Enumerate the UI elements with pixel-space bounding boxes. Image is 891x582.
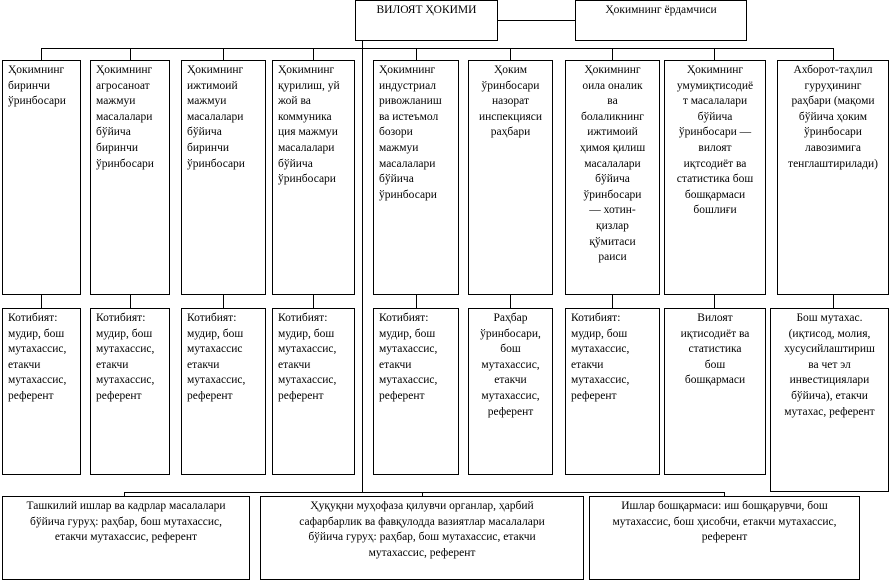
deputy-drop-line <box>130 48 131 60</box>
deputy-secretariat-connector <box>612 294 613 308</box>
secretariat-box: Котибият: мудир, бош мутахассис, етакчи мутахассис, референт <box>373 308 459 475</box>
deputy-drop-line <box>510 48 511 60</box>
assistant-box: Ҳокимнинг ёрдамчиси <box>575 0 747 41</box>
deputy-secretariat-connector <box>313 294 314 308</box>
secretariat-box: Котибият: мудир, бош мутахассис, етакчи мутахассис, референт <box>2 308 81 475</box>
deputy-box: Ҳокимнинг оила оналик ва болаликнинг ижтимоий ҳимоя қилиш масалалари бўйича ўринбосари — хотин- қизлар қўмитаси раиси <box>565 60 660 295</box>
deputy-drop-line <box>833 48 834 60</box>
deputy-box: Ҳокимнинг қурилиш, уй жой ва коммуника ция мажмуи масалалари бўйича ўринбосари <box>272 60 355 295</box>
secretariat-box: Бош мутахас. (иқтисод, молия, хусусийлаштириш ва чет эл инвестициялари бўйича), етакчи мутахас, референт <box>770 308 889 492</box>
deputy-drop-line <box>41 48 42 60</box>
secretariat-box: Вилоят иқтисодиёт ва статистика бош бошқармаси <box>664 308 766 475</box>
deputy-secretariat-connector <box>714 294 715 308</box>
deputy-secretariat-connector <box>833 294 834 308</box>
deputy-box: Ҳокимнинг агросаноат мажмуи масалалари бўйича биринчи ўринбосари <box>90 60 170 295</box>
group-box: Ишлар бошқармаси: иш бошқарувчи, бош мутахассис, бош ҳисобчи, етакчи мутахассис, референт <box>589 496 860 580</box>
deputy-box: Ҳокимнинг ижтимоий мажмуи масалалари бўйича биринчи ўринбосари <box>181 60 266 295</box>
governor-trunk-line <box>362 40 363 492</box>
group-box: Ташкилий ишлар ва кадрлар масалалари бўйича гуруҳ: раҳбар, бош мутахассис, етакчи мутахассис, референт <box>2 496 250 580</box>
governor-box: ВИЛОЯТ ҲОКИМИ <box>355 0 498 41</box>
deputy-secretariat-connector <box>510 294 511 308</box>
secretariat-box: Котибият: мудир, бош мутахассис, етакчи мутахассис, референт <box>272 308 355 475</box>
deputy-drop-line <box>612 48 613 60</box>
deputy-drop-line <box>714 48 715 60</box>
secretariat-box: Котибият: мудир, бош мутахассис, етакчи мутахассис, референт <box>565 308 660 475</box>
groups-bus-line <box>124 492 725 493</box>
secretariat-box: Котибият: мудир, бош мутахассис, етакчи мутахассис, референт <box>90 308 170 475</box>
deputy-secretariat-connector <box>223 294 224 308</box>
deputy-drop-line <box>313 48 314 60</box>
group-box: Ҳуқуқни муҳофаза қилувчи органлар, ҳарбий сафарбарлик ва фавқулодда вазиятлар масалалари бўйича гуруҳ: раҳбар, бош мутахассис, етакчи мутахассис, референт <box>260 496 584 580</box>
deputy-box: Ахборот-таҳлил гуруҳининг раҳбари (мақоми бўйича ҳоким ўринбосари лавозимига тенглаштирилади) <box>777 60 889 295</box>
deputy-drop-line <box>223 48 224 60</box>
secretariat-box: Раҳбар ўринбосари, бош мутахассис, етакчи мутахассис, референт <box>468 308 553 475</box>
deputy-box: Ҳоким ўринбосари назорат инспекцияси раҳбари <box>468 60 553 295</box>
deputy-secretariat-connector <box>130 294 131 308</box>
secretariat-box: Котибият: мудир, бош мутахассис етакчи мутахассис, референт <box>181 308 266 475</box>
deputy-box: Ҳокимнинг биринчи ўринбосари <box>2 60 81 295</box>
deputy-drop-line <box>416 48 417 60</box>
deputy-box: Ҳокимнинг умумиқтисодиё т масалалари бўйича ўринбосари — вилоят иқтсодиёт ва статистика бош бошқармаси бошлиғи <box>664 60 766 295</box>
deputy-secretariat-connector <box>416 294 417 308</box>
deputy-box: Ҳокимнинг индустриал ривожланиш ва истеъмол бозори мажмуи масалалари бўйича ўринбосари <box>373 60 459 295</box>
deputy-secretariat-connector <box>41 294 42 308</box>
governor-assistant-connector <box>497 20 575 21</box>
